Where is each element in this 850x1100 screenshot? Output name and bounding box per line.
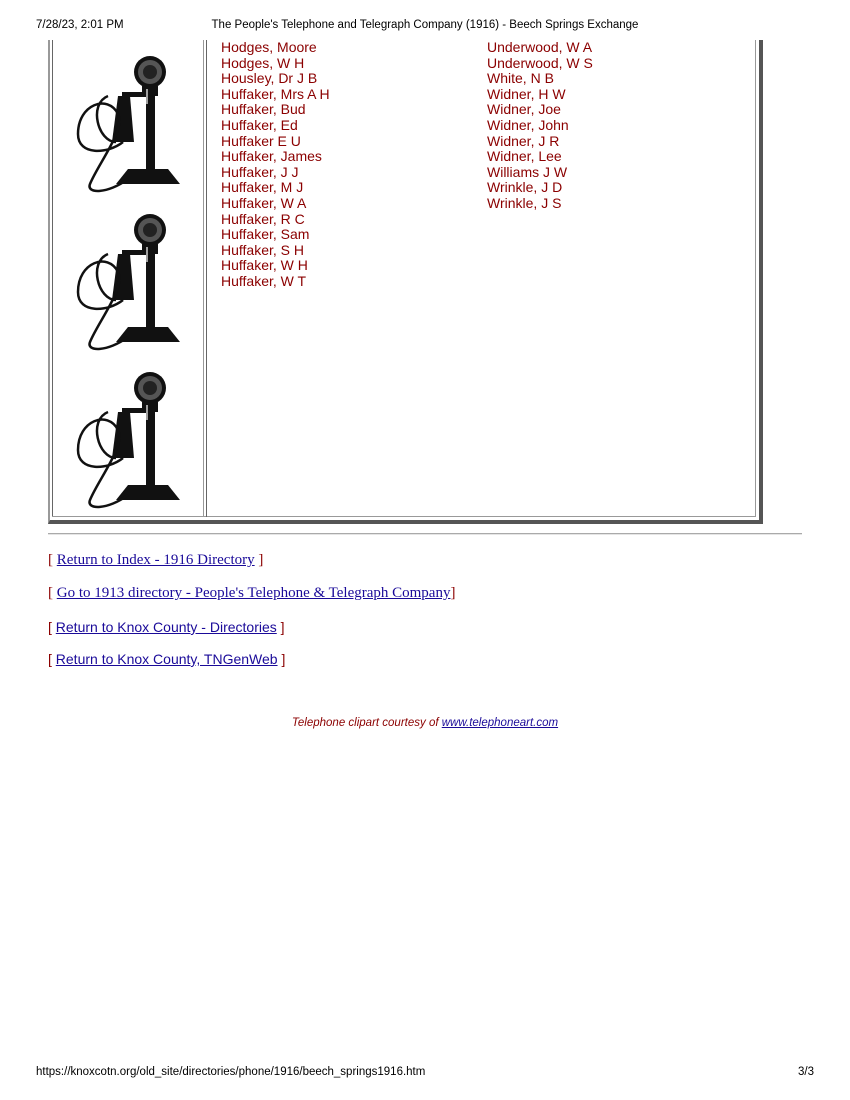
list-item: Huffaker, W T <box>221 272 307 289</box>
candlestick-telephone-icon <box>68 202 188 352</box>
telephoneart-link[interactable]: www.telephoneart.com <box>441 717 559 729</box>
candlestick-telephone-icon <box>68 360 188 510</box>
list-item: Huffaker, Sam <box>221 226 310 243</box>
go-to-1913-directory-link[interactable]: Go to 1913 directory - People's Telephone & Telegraph Company <box>56 585 451 601</box>
list-item: Widner, Joe <box>487 101 561 118</box>
list-item: White, N B <box>487 70 554 87</box>
print-url: https://knoxcotn.org/old_site/directories/phone/1916/beech_springs1916.htm <box>36 1066 426 1078</box>
print-footer <box>36 1066 814 1082</box>
list-item: Huffaker, R C <box>221 210 305 227</box>
names-column-2 <box>487 40 593 212</box>
print-datetime: 7/28/23, 2:01 PM <box>36 19 124 31</box>
list-item: Underwood, W S <box>487 54 593 71</box>
page-number: 3/3 <box>798 1066 814 1078</box>
list-item: Huffaker, Bud <box>221 101 306 118</box>
return-to-index-link[interactable]: Return to Index - 1916 Directory <box>56 552 255 568</box>
horizontal-rule <box>48 533 802 535</box>
candlestick-telephone-icon <box>68 44 188 194</box>
list-item: Huffaker, Ed <box>221 116 298 133</box>
list-item: Hodges, W H <box>221 54 305 71</box>
list-item: Huffaker, M J <box>221 179 304 196</box>
list-item: Wrinkle, J S <box>487 194 562 211</box>
list-item: Huffaker E U <box>221 132 301 149</box>
list-item: Williams J W <box>487 163 568 180</box>
list-item: Huffaker, James <box>221 148 322 165</box>
list-item: Wrinkle, J D <box>487 179 563 196</box>
list-item: Huffaker, Mrs A H <box>221 85 330 102</box>
list-item: Huffaker, J J <box>221 163 299 180</box>
list-item: Widner, Lee <box>487 148 562 165</box>
list-item: Widner, J R <box>487 132 560 149</box>
print-header <box>36 19 814 35</box>
list-item: Hodges, Moore <box>221 39 317 55</box>
credit-text: Telephone clipart courtesy of <box>291 717 439 729</box>
return-index-line: [ Return to Index - 1916 Directory ] <box>48 552 264 568</box>
directory-1913-line: [ Go to 1913 directory - People's Telephone & Telegraph Company] <box>48 585 456 601</box>
list-item: Huffaker, S H <box>221 241 305 258</box>
list-item: Widner, John <box>487 116 569 133</box>
return-to-tngenweb-link[interactable]: Return to Knox County, TNGenWeb <box>55 651 278 667</box>
print-page-title: The People's Telephone and Telegraph Company (1916) - Beech Springs Exchange <box>211 19 639 31</box>
clipart-credit <box>0 717 850 729</box>
list-item: Widner, H W <box>487 85 566 102</box>
knox-directories-line: [ Return to Knox County - Directories ] <box>48 619 285 635</box>
return-to-knox-directories-link[interactable]: Return to Knox County - Directories <box>55 619 277 635</box>
list-item: Underwood, W A <box>487 39 593 55</box>
cell-divider <box>203 40 207 517</box>
list-item: Housley, Dr J B <box>221 70 318 87</box>
names-column-1 <box>221 40 330 290</box>
list-item: Huffaker, W H <box>221 257 308 274</box>
directory-table <box>48 40 763 524</box>
tngenweb-line: [ Return to Knox County, TNGenWeb ] <box>48 651 286 667</box>
list-item: Huffaker, W A <box>221 194 307 211</box>
